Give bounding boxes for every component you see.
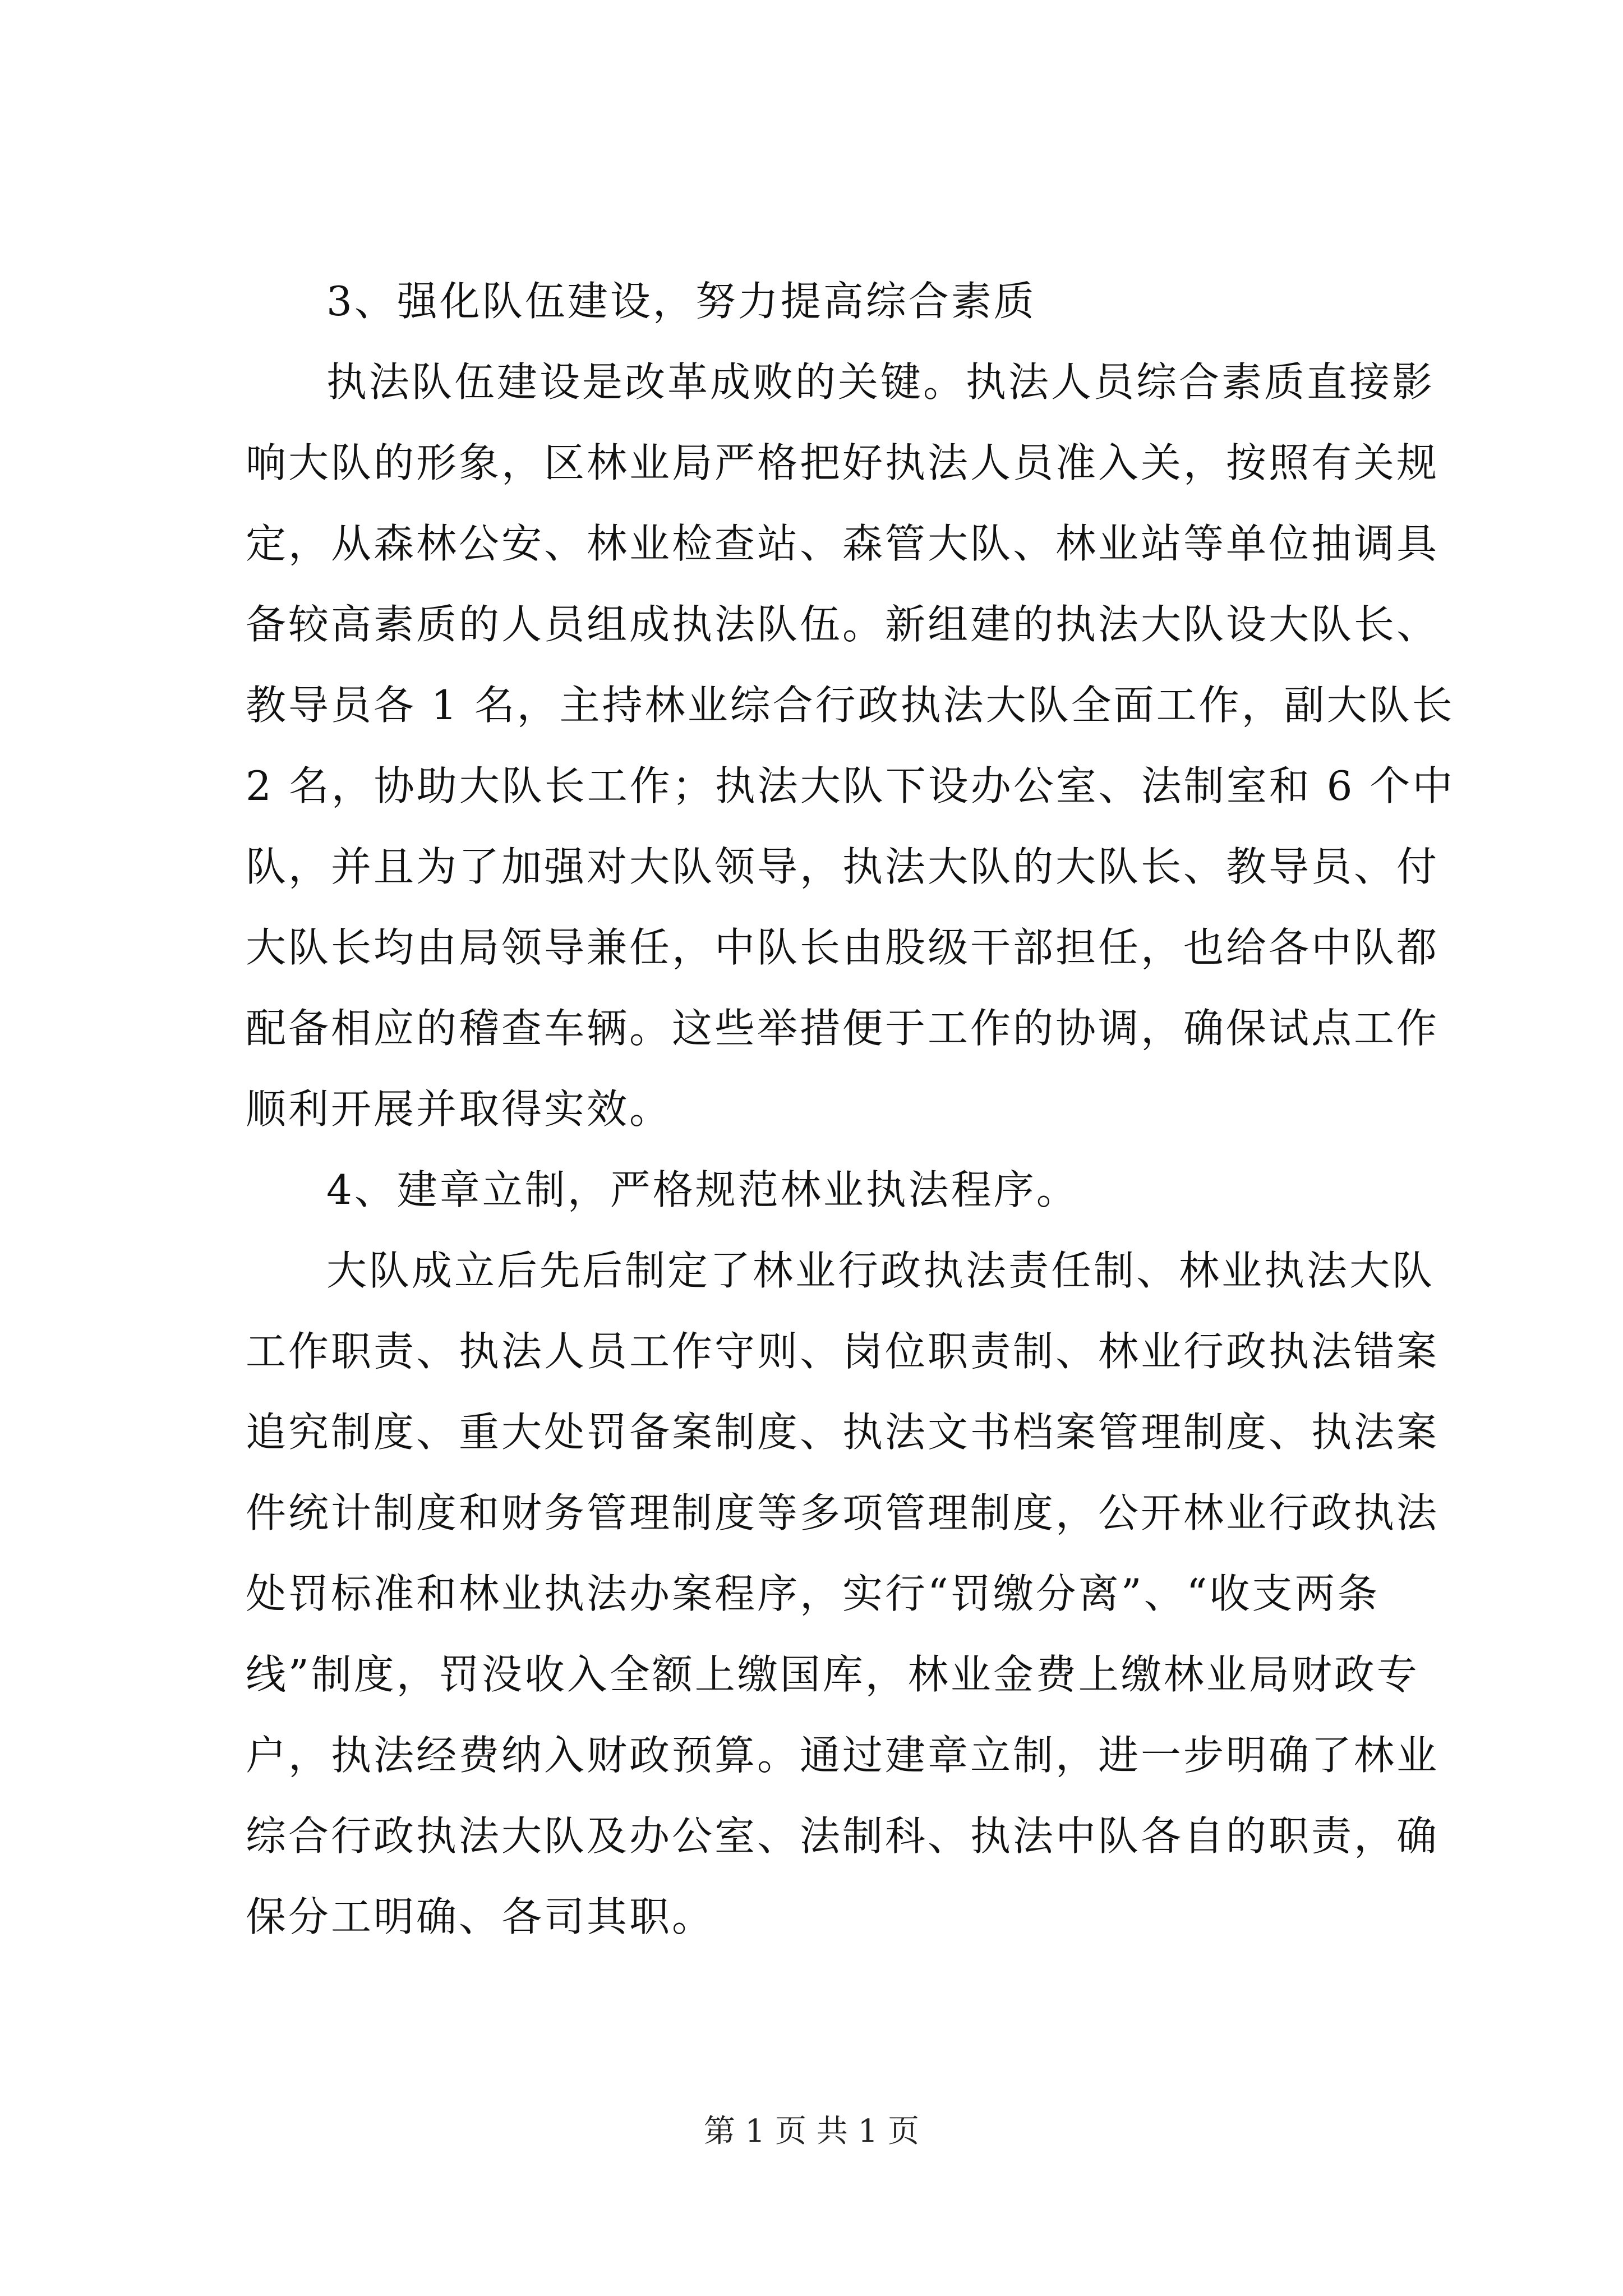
page-number-label: 第 1 页 共 1 页 <box>703 2113 920 2150</box>
paragraph-line: 教导员各 1 名，主持林业综合行政执法大队全面工作，副大队长 <box>246 682 1455 729</box>
paragraph-line: 执法队伍建设是改革成败的关键。执法人员综合素质直接影 <box>326 358 1435 406</box>
paragraph-line: 2 名，协助大队长工作；执法大队下设办公室、法制室和 6 个中 <box>246 762 1455 809</box>
paragraph-line: 户，执法经费纳入财政预算。通过建章立制，进一步明确了林业 <box>246 1732 1440 1779</box>
paragraph-line: 线”制度，罚没收入全额上缴国库，林业金费上缴林业局财政专 <box>246 1651 1419 1698</box>
section-heading-4: 4、建章立制，严格规范林业执法程序。 <box>326 1166 1079 1213</box>
paragraph-line: 顺利开展并取得实效。 <box>246 1085 672 1133</box>
paragraph-line: 队，并且为了加强对大队领导，执法大队的大队长、教导员、付 <box>246 843 1440 890</box>
paragraph-line: 大队成立后先后制定了林业行政执法责任制、林业执法大队 <box>326 1247 1435 1294</box>
paragraph-line: 工作职责、执法人员工作守则、岗位职责制、林业行政执法错案 <box>246 1328 1440 1375</box>
paragraph-line: 保分工明确、各司其职。 <box>246 1893 715 1940</box>
paragraph-line: 大队长均由局领导兼任，中队长由股级干部担任，也给各中队都 <box>246 924 1440 971</box>
paragraph-line: 综合行政执法大队及办公室、法制科、执法中队各自的职责，确 <box>246 1812 1440 1860</box>
section-heading-3: 3、强化队伍建设，努力提高综合素质 <box>326 278 1036 325</box>
paragraph-line: 响大队的形象，区林业局严格把好执法人员准入关，按照有关规 <box>246 439 1440 486</box>
page-footer <box>0 2109 1623 2154</box>
paragraph-1 <box>246 342 1455 1149</box>
paragraph-line: 定，从森林公安、林业检查站、森管大队、林业站等单位抽调具 <box>246 520 1440 567</box>
paragraph-2 <box>246 1230 1440 1957</box>
document-body <box>246 261 1455 1957</box>
paragraph-line: 追究制度、重大处罚备案制度、执法文书档案管理制度、执法案 <box>246 1409 1440 1456</box>
paragraph-line: 配备相应的稽查车辆。这些举措便于工作的协调，确保试点工作 <box>246 1005 1440 1052</box>
paragraph-line: 件统计制度和财务管理制度等多项管理制度，公开林业行政执法 <box>246 1489 1440 1536</box>
paragraph-line: 备较高素质的人员组成执法队伍。新组建的执法大队设大队长、 <box>246 601 1440 648</box>
paragraph-line: 处罚标准和林业执法办案程序，实行“罚缴分离”、“收支两条 <box>246 1570 1380 1617</box>
